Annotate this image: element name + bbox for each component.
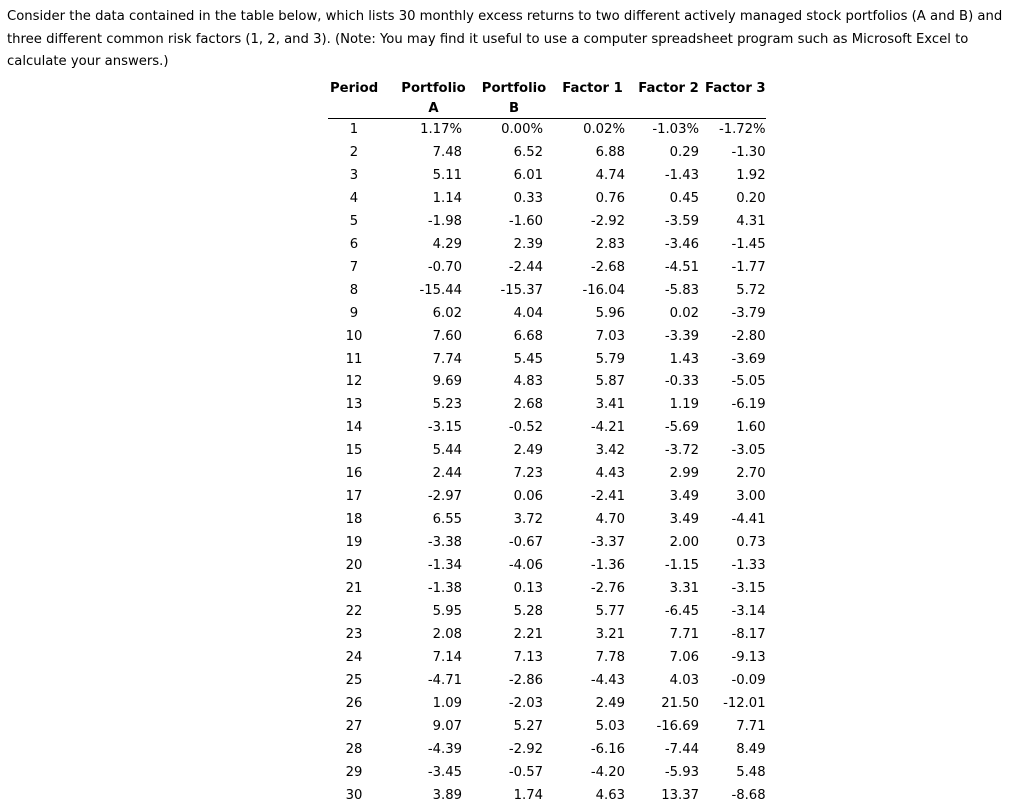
- table-row: [328, 142, 766, 165]
- cell-factor-2: 1.19: [669, 397, 699, 413]
- cell-portfolio-a: 2.08: [432, 626, 462, 642]
- cell-factor-1: -2.92: [590, 213, 625, 229]
- cell-factor-3: 1.60: [736, 420, 766, 436]
- cell-portfolio-a: 7.74: [432, 351, 462, 367]
- cell-factor-1: 2.49: [595, 695, 625, 711]
- table-row: [328, 693, 766, 716]
- cell-factor-1: 5.87: [595, 374, 625, 390]
- cell-portfolio-a: -2.97: [427, 489, 462, 505]
- cell-factor-3: -3.69: [731, 351, 766, 367]
- cell-factor-3: -3.15: [731, 581, 766, 597]
- cell-factor-2: -3.59: [664, 213, 699, 229]
- table-row: [328, 739, 766, 762]
- cell-factor-3: -6.19: [731, 397, 766, 413]
- cell-portfolio-a: 7.60: [432, 328, 462, 344]
- cell-period: 24: [345, 649, 363, 665]
- cell-portfolio-b: -2.86: [508, 672, 543, 688]
- cell-factor-2: 13.37: [661, 787, 699, 803]
- header-row-1: [328, 78, 766, 98]
- cell-factor-3: -3.05: [731, 443, 766, 459]
- cell-factor-2: -3.46: [664, 236, 699, 252]
- header-factor-2-sub: [632, 98, 705, 119]
- cell-factor-1: 7.03: [595, 328, 625, 344]
- cell-factor-1: -4.43: [590, 672, 625, 688]
- cell-portfolio-b: -2.92: [508, 741, 543, 757]
- returns-table: [328, 78, 766, 808]
- cell-factor-3: -1.45: [731, 236, 766, 252]
- cell-factor-2: -0.33: [664, 374, 699, 390]
- cell-factor-3: -8.68: [731, 787, 766, 803]
- cell-portfolio-b: 0.13: [513, 581, 543, 597]
- cell-portfolio-b: -4.06: [508, 558, 543, 574]
- cell-period: 12: [345, 374, 363, 390]
- cell-factor-3: 5.48: [736, 764, 766, 780]
- cell-factor-2: 3.49: [669, 489, 699, 505]
- cell-period: 10: [345, 328, 363, 344]
- table-body: [328, 119, 766, 808]
- table-row: [328, 417, 766, 440]
- cell-portfolio-b: -2.03: [508, 695, 543, 711]
- cell-portfolio-b: 4.04: [513, 305, 543, 321]
- cell-portfolio-b: 5.27: [513, 718, 543, 734]
- cell-period: 4: [349, 190, 359, 206]
- cell-portfolio-b: -0.52: [508, 420, 543, 436]
- table-row: [328, 234, 766, 257]
- table-row: [328, 165, 766, 188]
- cell-portfolio-a: 1.14: [432, 190, 462, 206]
- table-row: [328, 762, 766, 785]
- cell-portfolio-b: 2.39: [513, 236, 543, 252]
- table-row: [328, 303, 766, 326]
- cell-factor-3: 7.71: [736, 718, 766, 734]
- cell-factor-2: 3.31: [669, 581, 699, 597]
- cell-factor-3: 2.70: [736, 466, 766, 482]
- cell-factor-3: -1.72%: [718, 122, 766, 137]
- cell-portfolio-a: 5.44: [432, 443, 462, 459]
- table-row: [328, 670, 766, 693]
- cell-period: 25: [345, 672, 363, 688]
- cell-portfolio-b: 7.23: [513, 466, 543, 482]
- table-row: [328, 486, 766, 509]
- cell-factor-1: 0.76: [595, 190, 625, 206]
- cell-factor-2: 21.50: [661, 695, 699, 711]
- cell-factor-3: -2.80: [731, 328, 766, 344]
- header-portfolio-b: Portfolio: [481, 80, 547, 96]
- cell-factor-2: -5.83: [664, 282, 699, 298]
- cell-factor-3: 4.31: [736, 213, 766, 229]
- cell-portfolio-a: 7.48: [432, 144, 462, 160]
- cell-factor-3: -1.30: [731, 144, 766, 160]
- header-portfolio-a: Portfolio: [401, 80, 466, 96]
- table-row: [328, 624, 766, 647]
- cell-factor-3: -12.01: [723, 695, 766, 711]
- cell-portfolio-a: -3.15: [427, 420, 462, 436]
- cell-factor-2: 3.49: [669, 512, 699, 528]
- cell-factor-3: -4.41: [731, 512, 766, 528]
- cell-factor-3: -3.79: [731, 305, 766, 321]
- cell-period: 26: [345, 695, 363, 711]
- cell-portfolio-a: 3.89: [432, 787, 462, 803]
- cell-factor-2: 1.43: [669, 351, 699, 367]
- table-row: [328, 257, 766, 280]
- cell-portfolio-a: 4.29: [432, 236, 462, 252]
- cell-portfolio-a: -4.39: [427, 741, 462, 757]
- cell-factor-2: 0.29: [669, 144, 699, 160]
- cell-factor-3: 5.72: [736, 282, 766, 298]
- cell-portfolio-b: 0.33: [513, 190, 543, 206]
- table-row: [328, 394, 766, 417]
- cell-period: 6: [349, 236, 359, 252]
- cell-factor-3: -8.17: [731, 626, 766, 642]
- cell-factor-1: 4.70: [595, 512, 625, 528]
- cell-period: 18: [345, 512, 363, 528]
- cell-factor-2: -3.72: [664, 443, 699, 459]
- cell-factor-2: 7.06: [669, 649, 699, 665]
- cell-period: 11: [345, 351, 363, 367]
- cell-period: 30: [345, 787, 363, 803]
- cell-period: 8: [349, 282, 359, 298]
- header-row-2: [328, 98, 766, 119]
- cell-factor-2: -1.03%: [652, 122, 699, 137]
- cell-portfolio-a: 7.14: [432, 649, 462, 665]
- cell-factor-3: 0.20: [736, 190, 766, 206]
- cell-factor-2: 0.02: [669, 305, 699, 321]
- cell-factor-3: -5.05: [731, 374, 766, 390]
- table-row: [328, 211, 766, 234]
- cell-factor-2: 2.99: [669, 466, 699, 482]
- cell-portfolio-b: 4.83: [513, 374, 543, 390]
- cell-period: 13: [345, 397, 363, 413]
- cell-factor-1: -4.20: [590, 764, 625, 780]
- cell-factor-1: -3.37: [590, 535, 625, 551]
- cell-portfolio-b: -2.44: [508, 259, 543, 275]
- cell-portfolio-a: -15.44: [419, 282, 462, 298]
- cell-portfolio-b: -15.37: [500, 282, 543, 298]
- header-factor-3: Factor 3: [705, 80, 766, 96]
- table-row: [328, 578, 766, 601]
- cell-factor-1: 3.42: [595, 443, 625, 459]
- cell-portfolio-a: 5.95: [432, 604, 462, 620]
- cell-factor-2: 7.71: [669, 626, 699, 642]
- cell-factor-3: -3.14: [731, 604, 766, 620]
- cell-period: 19: [345, 535, 363, 551]
- cell-period: 9: [349, 305, 359, 321]
- cell-portfolio-b: 5.45: [513, 351, 543, 367]
- header-period-sub: [328, 98, 392, 119]
- cell-period: 16: [345, 466, 363, 482]
- cell-factor-1: 4.74: [595, 167, 625, 183]
- cell-period: 14: [345, 420, 363, 436]
- cell-period: 27: [345, 718, 363, 734]
- cell-factor-1: 3.41: [595, 397, 625, 413]
- cell-factor-2: -3.39: [664, 328, 699, 344]
- cell-factor-3: -1.33: [731, 558, 766, 574]
- cell-period: 17: [345, 489, 363, 505]
- table-row: [328, 440, 766, 463]
- cell-portfolio-b: 2.49: [513, 443, 543, 459]
- cell-portfolio-b: 6.68: [513, 328, 543, 344]
- cell-period: 5: [349, 213, 359, 229]
- cell-portfolio-b: 3.72: [513, 512, 543, 528]
- table-row: [328, 280, 766, 303]
- cell-period: 23: [345, 626, 363, 642]
- table-row: [328, 555, 766, 578]
- cell-period: 29: [345, 764, 363, 780]
- cell-factor-2: -1.15: [664, 558, 699, 574]
- cell-portfolio-b: 7.13: [513, 649, 543, 665]
- cell-factor-1: -2.76: [590, 581, 625, 597]
- cell-factor-2: -7.44: [664, 741, 699, 757]
- cell-portfolio-b: 2.68: [513, 397, 543, 413]
- cell-factor-2: 4.03: [669, 672, 699, 688]
- cell-factor-1: 0.02%: [583, 122, 625, 137]
- cell-factor-3: 0.73: [736, 535, 766, 551]
- cell-factor-1: -2.68: [590, 259, 625, 275]
- cell-portfolio-a: -3.45: [427, 764, 462, 780]
- cell-period: 7: [349, 259, 359, 275]
- cell-factor-3: 3.00: [736, 489, 766, 505]
- table-row: [328, 349, 766, 372]
- table-row: [328, 647, 766, 670]
- cell-period: 22: [345, 604, 363, 620]
- cell-factor-2: 2.00: [669, 535, 699, 551]
- cell-factor-1: 6.88: [595, 144, 625, 160]
- cell-portfolio-a: -1.34: [427, 558, 462, 574]
- table-row: [328, 326, 766, 349]
- question-text: Consider the data contained in the table below, which lists 30 monthly excess returns to two different actively managed stock portfolios (A and B) and three different common risk factors (1, 2, and 3). (Note: You may find it useful to use a computer spreadsheet program such as Microsoft Excel to calculate your answers.): [7, 9, 1003, 69]
- cell-portfolio-a: 6.55: [432, 512, 462, 528]
- header-period: Period: [330, 80, 379, 96]
- cell-factor-1: -1.36: [590, 558, 625, 574]
- cell-factor-1: 3.21: [595, 626, 625, 642]
- cell-factor-2: -5.93: [664, 764, 699, 780]
- cell-factor-1: 2.83: [595, 236, 625, 252]
- cell-factor-2: -16.69: [656, 718, 699, 734]
- cell-portfolio-a: 1.09: [432, 695, 462, 711]
- header-factor-1-sub: [553, 98, 632, 119]
- cell-factor-3: 1.92: [736, 167, 766, 183]
- cell-period: 20: [345, 558, 363, 574]
- cell-factor-1: 7.78: [595, 649, 625, 665]
- cell-period: 2: [349, 144, 359, 160]
- cell-period: 28: [345, 741, 363, 757]
- cell-portfolio-a: -1.98: [427, 213, 462, 229]
- cell-portfolio-b: -0.57: [508, 764, 543, 780]
- cell-factor-2: -6.45: [664, 604, 699, 620]
- cell-factor-3: -1.77: [731, 259, 766, 275]
- cell-period: 15: [345, 443, 363, 459]
- cell-portfolio-a: -4.71: [427, 672, 462, 688]
- header-portfolio-b-letter: B: [475, 98, 553, 119]
- cell-portfolio-b: 6.01: [513, 167, 543, 183]
- cell-factor-1: -16.04: [582, 282, 625, 298]
- table-row: [328, 463, 766, 486]
- cell-portfolio-b: -0.67: [508, 535, 543, 551]
- cell-portfolio-a: -3.38: [427, 535, 462, 551]
- header-factor-3-sub: [705, 98, 766, 119]
- cell-factor-1: 5.03: [595, 718, 625, 734]
- cell-factor-3: -9.13: [731, 649, 766, 665]
- cell-period: 1: [349, 122, 359, 137]
- cell-factor-3: -0.09: [731, 672, 766, 688]
- cell-factor-1: -6.16: [590, 741, 625, 757]
- cell-portfolio-a: 1.17%: [420, 122, 462, 137]
- cell-factor-2: -4.51: [664, 259, 699, 275]
- cell-portfolio-a: -0.70: [427, 259, 462, 275]
- cell-portfolio-a: -1.38: [427, 581, 462, 597]
- cell-portfolio-b: 2.21: [513, 626, 543, 642]
- cell-factor-1: 5.77: [595, 604, 625, 620]
- cell-portfolio-a: 6.02: [432, 305, 462, 321]
- cell-portfolio-a: 9.69: [432, 374, 462, 390]
- cell-factor-2: -1.43: [664, 167, 699, 183]
- cell-portfolio-b: 1.74: [513, 787, 543, 803]
- cell-portfolio-b: 6.52: [513, 144, 543, 160]
- header-factor-2: Factor 2: [638, 80, 699, 96]
- table-row: [328, 601, 766, 624]
- cell-portfolio-b: -1.60: [508, 213, 543, 229]
- cell-portfolio-b: 0.00%: [501, 122, 543, 137]
- table-row: [328, 716, 766, 739]
- cell-factor-1: 5.96: [595, 305, 625, 321]
- cell-factor-1: 4.43: [595, 466, 625, 482]
- cell-period: 3: [349, 167, 359, 183]
- cell-factor-3: 8.49: [736, 741, 766, 757]
- cell-factor-2: -5.69: [664, 420, 699, 436]
- table-row: [328, 119, 766, 142]
- table-row: [328, 371, 766, 394]
- table-row: [328, 785, 766, 808]
- cell-portfolio-a: 2.44: [432, 466, 462, 482]
- header-portfolio-a-letter: A: [392, 98, 475, 119]
- cell-factor-1: -4.21: [590, 420, 625, 436]
- cell-factor-1: 5.79: [595, 351, 625, 367]
- cell-factor-1: 4.63: [595, 787, 625, 803]
- cell-factor-2: 0.45: [669, 190, 699, 206]
- header-factor-1: Factor 1: [562, 80, 623, 96]
- cell-period: 21: [345, 581, 363, 597]
- cell-portfolio-a: 9.07: [432, 718, 462, 734]
- cell-portfolio-a: 5.23: [432, 397, 462, 413]
- cell-portfolio-a: 5.11: [432, 167, 462, 183]
- table-row: [328, 509, 766, 532]
- cell-factor-1: -2.41: [590, 489, 625, 505]
- table-row: [328, 188, 766, 211]
- cell-portfolio-b: 0.06: [513, 489, 543, 505]
- table-row: [328, 532, 766, 555]
- cell-portfolio-b: 5.28: [513, 604, 543, 620]
